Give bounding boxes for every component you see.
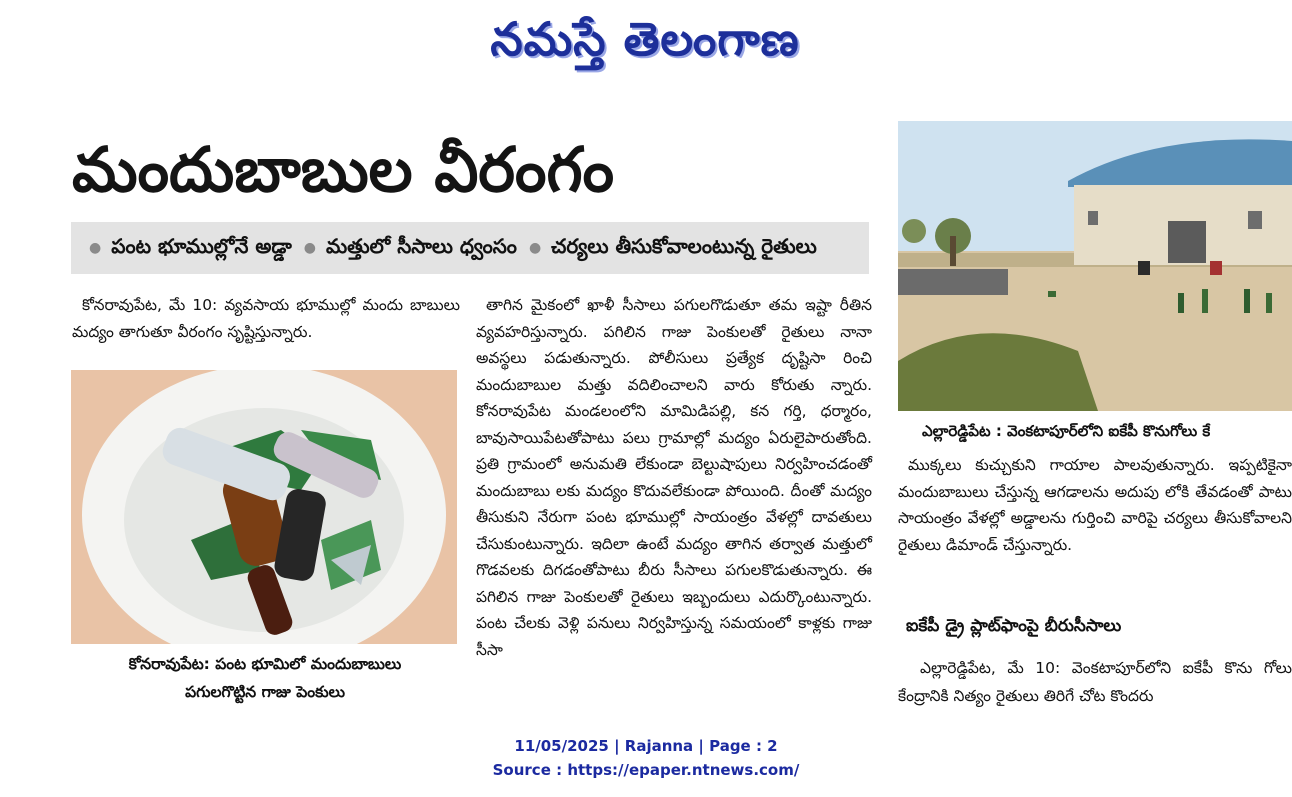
page-footer: [420, 734, 872, 782]
page-headline: మందుబాబుల వీరంగం: [72, 133, 615, 206]
footer-source-link[interactable]: Source : https://epaper.ntnews.com/: [492, 761, 800, 779]
subheadline-item: పంట భూముల్లోనే అడ్డా: [111, 233, 292, 258]
caption-line: కోనరావుపేట: పంట భూమిలో మందుబాబులు: [128, 655, 402, 673]
subheadline-bar: [71, 222, 869, 274]
bullet-icon: ●: [528, 240, 542, 256]
article-column-3: [898, 452, 1292, 558]
article-paragraph: తాగిన మైకంలో ఖాళీ సీసాలు పగులగొడుతూ తమ ఇష్టా రీతిన వ్యవహరిస్తున్నారు. పగిలిన గాజు పెంకులతో రైతులు నానా అవస్థలు పడుతున్నారు. పోలీసులు ప్రత్యేక దృష్టిసా రించి మందుబాబుల మత్తు వదిలించాలని వారు కోరుతు న్నారు. కోనరావుపేట మండలంలోని మామిడిపల్లి, కన గర్తి, ధర్మారం, బావుసాయిపేటతోపాటు పలు గ్రామాల్లో మద్యం ఏరులైపారుతోంది. ప్రతి గ్రామంలో అనుమతి లేకుండా బెల్టుషాపులు నిర్వహించడంతో మందుబాబు లకు మద్యం కొదువలేకుండా పోయింది. దీంతో మద్యం తీసుకుని నేరుగా పంట భూముల్లో సాయంత్రం వేళల్లో దావతులు చేసుకుంటున్నారు. ఇదిలా ఉంటే మద్యం తాగిన తర్వాత మత్తులో గొడవలకు దిగడంతోపాటు బీరు సీసాలు పగులకొడుతున్నారు. ఈ పగిలిన గాజు పెంకులతో రైతులు ఇబ్బందులు ఎదుర్కొంటున్నారు. పంట చేలకు వెళ్లి పనులు నిర్వహిస్తున్న సమయంలో కాళ్లకు గాజు సీసా: [476, 296, 872, 659]
article-paragraph: కోనరావుపేట, మే 10: వ్యవసాయ భూముల్లో మందు బాబులు మద్యం తాగుతూ వీరంగం సృష్టిస్తున్నారు.: [72, 296, 460, 341]
article-column-2: [476, 292, 872, 663]
article-column-1: [72, 292, 460, 345]
shed-photo: [898, 121, 1292, 411]
photo-caption: [72, 650, 458, 706]
article-paragraph: ముక్కలు కుచ్చుకుని గాయాల పాలవుతున్నారు. ఇప్పటికైనా మందుబాబులు చేస్తున్న ఆగడాలను అదుపు లోకి తేవడంతో పాటు సాయంత్రం వేళల్లో అడ్డాలను గుర్తించి వారిపై చర్యలు తీసుకోవాలని రైతులు డిమాండ్ చేస్తున్నారు.: [898, 456, 1292, 554]
subheadline-item: మత్తులో సీసాలు ధ్వంసం: [326, 233, 517, 258]
bullet-icon: ●: [303, 240, 317, 256]
footer-date-line: 11/05/2025 | Rajanna | Page : 2: [514, 737, 778, 755]
bullet-icon: ●: [89, 240, 102, 256]
secondary-headline: ఐకేపీ డ్రై ప్లాట్‌ఫాంపై బీరుసీసాలు: [906, 616, 1122, 636]
caption-line: పగులగొట్టిన గాజు పెంకులు: [185, 683, 345, 701]
broken-glass-photo: [71, 370, 457, 644]
article-column-3b: [898, 654, 1292, 710]
photo-caption: ఎల్లారెడ్డిపేట : వెంకటాపూర్‌లోని ఐకేపీ కొనుగోలు కే: [922, 422, 1211, 440]
masthead-logo: నమస్తే తెలంగాణ: [490, 12, 800, 66]
article-paragraph: ఎల్లారెడ్డిపేట, మే 10: వెంకటాపూర్‌లోని ఐకేపీ కొను గోలు కేంద్రానికి నిత్యం రైతులు తిరిగే చోట కొందరు: [898, 659, 1292, 705]
subheadline-item: చర్యలు తీసుకోవాలంటున్న రైతులు: [551, 233, 817, 258]
